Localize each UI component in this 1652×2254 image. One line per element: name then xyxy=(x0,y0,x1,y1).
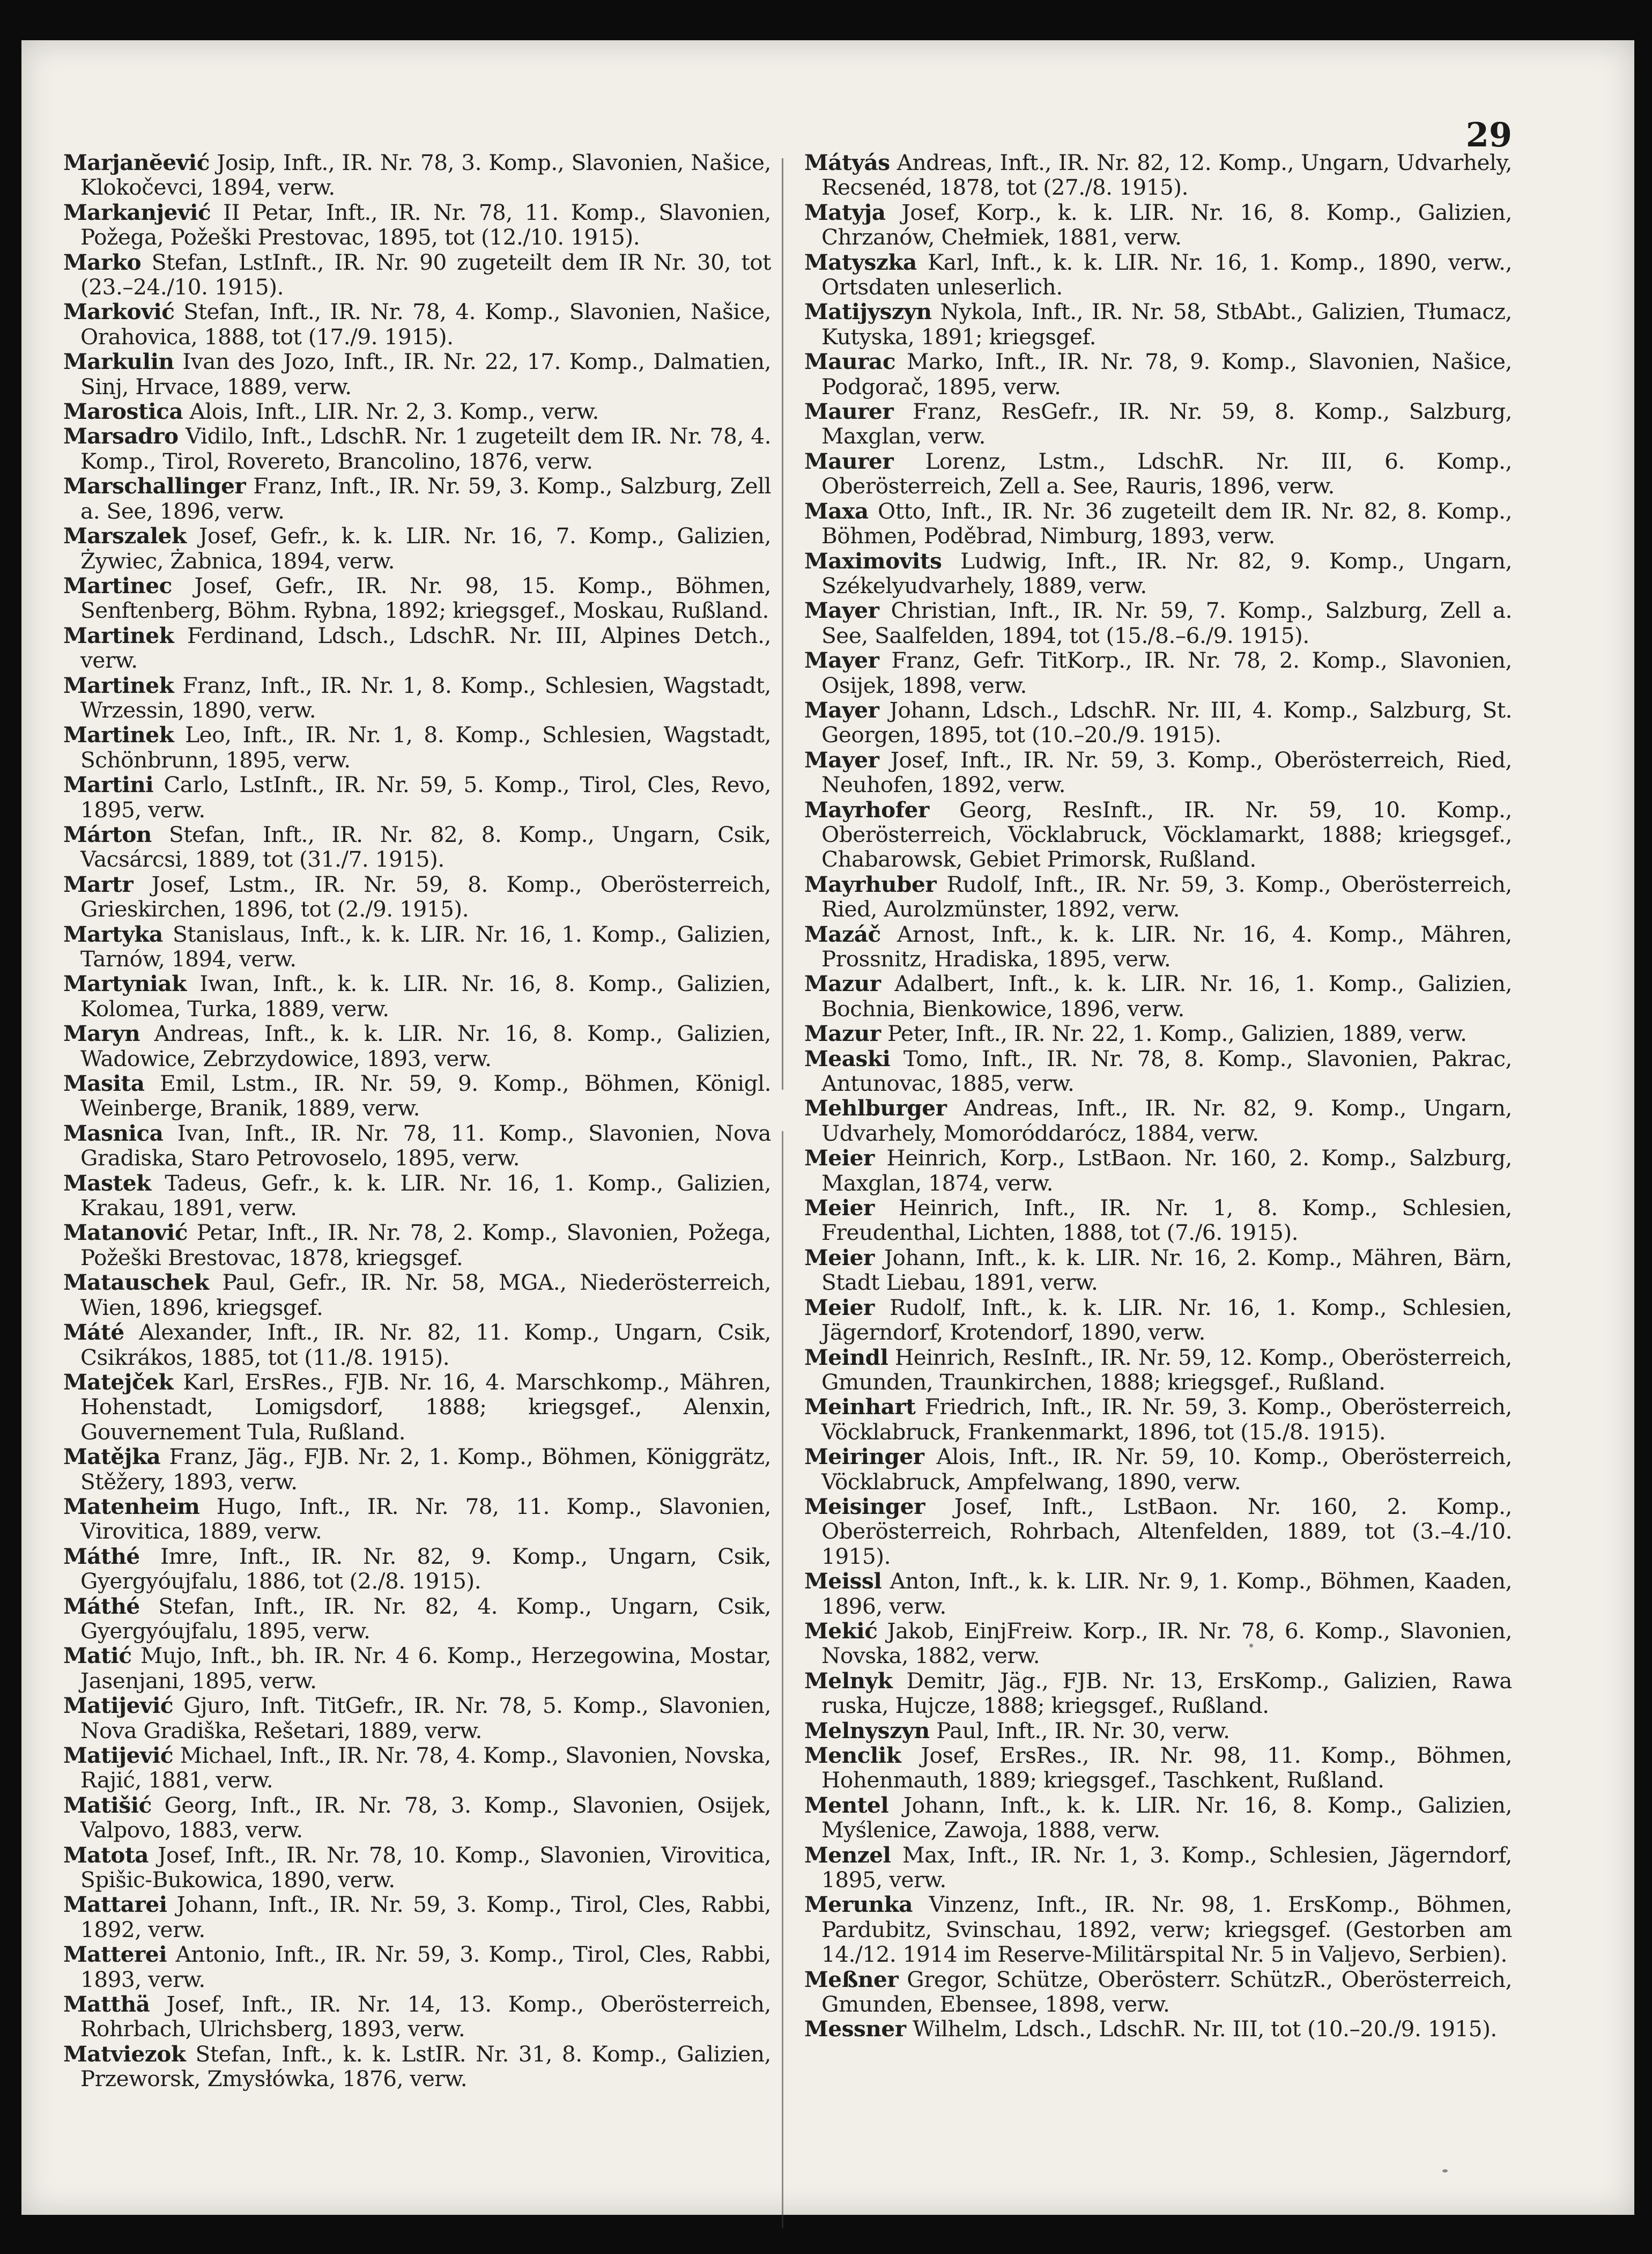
entry-details: Vinzenz, Inft., IR. Nr. 98, 1. ErsKomp., Böhmen, Pardubitz, Svinschau, 1892, verw; kriegsgef. (Gestorben am 14./12. 1914 im Reserve-Militärspital Nr. 5 in Valjevo, Serbien). xyxy=(821,1891,1512,1968)
register-entry xyxy=(63,1444,771,1494)
entry-details: Stefan, Inft., IR. Nr. 82, 8. Komp., Ungarn, Csik, Vacsárcsi, 1889, tot (31./7. 1915). xyxy=(80,821,771,873)
entry-details: Marko, Inft., IR. Nr. 78, 9. Komp., Slavonien, Našice, Podgorač, 1895, verw. xyxy=(821,349,1512,400)
entry-details: Ludwig, Inft., IR. Nr. 82, 9. Komp., Ungarn, Székelyudvarhely, 1889, verw. xyxy=(821,548,1512,598)
register-entry xyxy=(63,1071,771,1121)
register-entry xyxy=(804,698,1512,748)
entry-surname: Maxa xyxy=(804,498,869,524)
entry-details: Peter, Inft., IR. Nr. 22, 1. Komp., Galizien, 1889, verw. xyxy=(887,1021,1467,1047)
entry-details: Stanislaus, Inft., k. k. LIR. Nr. 16, 1. Komp., Galizien, Tarnów, 1894, verw. xyxy=(80,921,771,972)
register-entry xyxy=(63,1594,771,1644)
register-entry xyxy=(804,1096,1512,1146)
entry-details: Rudolf, Inft., k. k. LIR. Nr. 16, 1. Komp., Schlesien, Jägerndorf, Krotendorf, 1890, verw. xyxy=(821,1294,1512,1346)
entry-details: Georg, Inft., IR. Nr. 78, 3. Komp., Slavonien, Osijek, Valpovo, 1883, verw. xyxy=(80,1792,771,1843)
entry-details: Emil, Lstm., IR. Nr. 59, 9. Komp., Böhmen, Königl. Weinberge, Branik, 1889, verw. xyxy=(80,1070,771,1121)
entry-details: Vidilo, Inft., LdschR. Nr. 1 zugeteilt dem IR. Nr. 78, 4. Komp., Tirol, Rovereto, Brancolino, 1876, verw. xyxy=(80,423,771,474)
entry-details: Franz, Jäg., FJB. Nr. 2, 1. Komp., Böhmen, Königgrätz, Stěžery, 1893, verw. xyxy=(80,1444,771,1495)
register-entry xyxy=(63,1693,771,1743)
entry-details: Johann, Inft., IR. Nr. 59, 3. Komp., Tirol, Cles, Rabbi, 1892, verw. xyxy=(80,1891,771,1942)
entry-details: Mujo, Inft., bh. IR. Nr. 4 6. Komp., Herzegowina, Mostar, Jasenjani, 1895, verw. xyxy=(80,1643,771,1694)
right-column xyxy=(804,150,1512,2231)
entry-surname: Meisinger xyxy=(804,1493,925,1519)
entry-surname: Maurac xyxy=(804,349,896,375)
register-entry xyxy=(63,250,771,300)
entry-surname: Melnyszyn xyxy=(804,1717,930,1743)
register-entry xyxy=(63,1370,771,1444)
register-entry xyxy=(804,1394,1512,1444)
entry-details: Petar, Inft., IR. Nr. 78, 2. Komp., Slavonien, Požega, Požeški Brestovac, 1878, kriegsgef. xyxy=(80,1220,771,1270)
entry-details: Ivan des Jozo, Inft., IR. Nr. 22, 17. Komp., Dalmatien, Sinj, Hrvace, 1889, verw. xyxy=(80,349,771,400)
register-entry xyxy=(63,872,771,922)
entry-surname: Marjanĕević xyxy=(63,150,210,175)
entry-details: Franz, Gefr. TitKorp., IR. Nr. 78, 2. Komp., Slavonien, Osijek, 1898, verw. xyxy=(821,647,1512,698)
register-entry xyxy=(804,1793,1512,1843)
entry-details: Otto, Inft., IR. Nr. 36 zugeteilt dem IR. Nr. 82, 8. Komp., Böhmen, Poděbrad, Nimburg, 1893, verw. xyxy=(821,498,1512,549)
register-entry xyxy=(63,1171,771,1221)
entry-surname: Martr xyxy=(63,871,134,897)
entry-details: II Petar, Inft., IR. Nr. 78, 11. Komp., Slavonien, Požega, Požeški Prestovac, 1895, tot (12./10. 1915). xyxy=(80,199,771,250)
register-entry xyxy=(804,1619,1512,1668)
register-entry xyxy=(804,349,1512,399)
page-number: 29 xyxy=(1465,115,1512,154)
entry-details: Johann, Ldsch., LdschR. Nr. III, 4. Komp., Salzburg, St. Georgen, 1895, tot (10.–20./9. 1915). xyxy=(821,697,1512,748)
entry-surname: Mazur xyxy=(804,971,881,997)
entry-surname: Mattarei xyxy=(63,1891,167,1918)
entry-details: Antonio, Inft., IR. Nr. 59, 3. Komp., Tirol, Cles, Rabbi, 1893, verw. xyxy=(80,1941,771,1992)
entry-surname: Matviezok xyxy=(63,2041,186,2067)
entry-surname: Matenheim xyxy=(63,1493,200,1519)
register-entry xyxy=(804,1967,1512,2017)
entry-surname: Melnyk xyxy=(804,1667,893,1694)
register-entry xyxy=(63,523,771,573)
entry-details: Anton, Inft., k. k. LIR. Nr. 9, 1. Komp., Böhmen, Kaaden, 1896, verw. xyxy=(821,1568,1512,1619)
entry-details: Alois, Inft., IR. Nr. 59, 10. Komp., Oberösterreich, Vöcklabruck, Ampfelwang, 1890, verw. xyxy=(821,1444,1512,1495)
entry-details: Ferdinand, Ldsch., LdschR. Nr. III, Alpines Detch., verw. xyxy=(80,622,771,674)
register-entry xyxy=(63,200,771,250)
entry-surname: Meier xyxy=(804,1145,875,1171)
entry-surname: Martyka xyxy=(63,921,163,947)
entry-surname: Matić xyxy=(63,1643,132,1669)
entry-details: Imre, Inft., IR. Nr. 82, 9. Komp., Ungarn, Csik, Gyergyóujfalu, 1886, tot (2./8. 1915). xyxy=(80,1543,771,1594)
entry-details: Stefan, Inft., IR. Nr. 78, 4. Komp., Slavonien, Našice, Orahovica, 1888, tot (17./9. 1915). xyxy=(80,299,771,350)
entry-surname: Mekić xyxy=(804,1617,878,1644)
register-entry xyxy=(63,772,771,822)
register-entry xyxy=(63,1992,771,2042)
register-entry xyxy=(63,1843,771,1893)
entry-details: Franz, Inft., IR. Nr. 59, 3. Komp., Salzburg, Zell a. See, 1896, verw. xyxy=(80,473,771,524)
book-page xyxy=(21,40,1634,2215)
register-entry xyxy=(804,922,1512,972)
register-entry xyxy=(63,1942,771,1992)
register-entry xyxy=(804,150,1512,200)
entry-surname: Markulin xyxy=(63,349,174,375)
register-entry xyxy=(804,1743,1512,1793)
entry-surname: Martyniak xyxy=(63,971,187,997)
entry-surname: Matějka xyxy=(63,1444,161,1470)
entry-details: Josip, Inft., IR. Nr. 78, 3. Komp., Slavonien, Našice, Klokočevci, 1894, verw. xyxy=(80,150,771,201)
entry-details: Josef, ErsRes., IR. Nr. 98, 11. Komp., Böhmen, Hohenmauth, 1889; kriegsgef., Taschkent, Rußland. xyxy=(821,1742,1512,1793)
entry-details: Paul, Gefr., IR. Nr. 58, MGA., Niederösterreich, Wien, 1896, kriegsgef. xyxy=(80,1269,771,1320)
register-entry xyxy=(804,971,1512,1021)
entry-details: Nykola, Inft., IR. Nr. 58, StbAbt., Galizien, Tłumacz, Kutyska, 1891; kriegsgef. xyxy=(821,299,1512,350)
register-entry xyxy=(804,549,1512,598)
register-entry xyxy=(804,1295,1512,1345)
entry-details: Franz, ResGefr., IR. Nr. 59, 8. Komp., Salzburg, Maxglan, verw. xyxy=(821,398,1512,449)
entry-surname: Mátyás xyxy=(804,150,890,175)
left-column xyxy=(63,150,771,2231)
entry-details: Heinrich, ResInft., IR. Nr. 59, 12. Komp., Oberösterreich, Gmunden, Traunkirchen, 1888; kriegsgef., Rußland. xyxy=(821,1344,1512,1395)
entry-surname: Meiringer xyxy=(804,1444,924,1470)
entry-surname: Marostica xyxy=(63,398,183,425)
entry-details: Heinrich, Korp., LstBaon. Nr. 160, 2. Komp., Salzburg, Maxglan, 1874, verw. xyxy=(821,1145,1512,1196)
entry-surname: Maximovits xyxy=(804,548,942,574)
register-entry xyxy=(63,971,771,1021)
register-entry xyxy=(804,648,1512,698)
entry-surname: Matejček xyxy=(63,1369,174,1395)
entry-surname: Mentel xyxy=(804,1792,889,1818)
register-entry xyxy=(63,1320,771,1370)
entry-details: Max, Inft., IR. Nr. 1, 3. Komp., Schlesien, Jägerndorf, 1895, verw. xyxy=(821,1842,1512,1893)
register-entry xyxy=(804,1345,1512,1395)
entry-surname: Matijević xyxy=(63,1693,174,1719)
entry-details: Friedrich, Inft., IR. Nr. 59, 3. Komp., Oberösterreich, Vöcklabruck, Frankenmarkt, 1896, tot (15./8. 1915). xyxy=(821,1394,1512,1445)
entry-surname: Matanović xyxy=(63,1220,188,1246)
register-entry xyxy=(63,722,771,772)
entry-surname: Meßner xyxy=(804,1966,899,1992)
print-speck xyxy=(1442,2169,1448,2172)
register-entry xyxy=(63,424,771,474)
entry-surname: Máthé xyxy=(63,1593,140,1619)
register-entry xyxy=(63,573,771,623)
register-entry xyxy=(804,1494,1512,1569)
entry-surname: Maurer xyxy=(804,448,894,474)
entry-details: Stefan, Inft., k. k. LstIR. Nr. 31, 8. Komp., Galizien, Przeworsk, Zmysłówka, 1876, verw. xyxy=(80,2041,771,2092)
entry-details: Andreas, Inft., IR. Nr. 82, 12. Komp., Ungarn, Udvarhely, Recsenéd, 1878, tot (27./8. 1915). xyxy=(821,150,1512,201)
register-entry xyxy=(63,673,771,723)
entry-surname: Markanjević xyxy=(63,199,211,225)
entry-surname: Mayrhofer xyxy=(804,796,929,823)
entry-surname: Merunka xyxy=(804,1891,913,1918)
entry-details: Gjuro, Inft. TitGefr., IR. Nr. 78, 5. Komp., Slavonien, Nova Gradiška, Rešetari, 1889, verw. xyxy=(80,1693,771,1743)
entry-surname: Mayrhuber xyxy=(804,871,937,897)
entry-details: Gregor, Schütze, Oberösterr. SchützR., Oberösterreich, Gmunden, Ebensee, 1898, verw. xyxy=(821,1966,1512,2017)
register-entry xyxy=(63,299,771,349)
entry-details: Michael, Inft., IR. Nr. 78, 4. Komp., Slavonien, Novska, Rajić, 1881, verw. xyxy=(80,1742,771,1793)
entry-surname: Márton xyxy=(63,821,152,847)
entry-surname: Máté xyxy=(63,1319,124,1346)
column-divider xyxy=(782,158,783,2228)
entry-surname: Mazáč xyxy=(804,921,881,947)
register-entry xyxy=(63,1793,771,1843)
register-entry xyxy=(804,1668,1512,1718)
entry-details: Heinrich, Inft., IR. Nr. 1, 8. Komp., Schlesien, Freudenthal, Lichten, 1888, tot (7./6. 1915). xyxy=(821,1195,1512,1246)
entry-details: Josef, Inft., LstBaon. Nr. 160, 2. Komp., Oberösterreich, Rohrbach, Altenfelden, 1889, tot (3.–4./10. 1915). xyxy=(821,1493,1512,1569)
entry-surname: Matyja xyxy=(804,199,886,225)
entry-details: Josef, Inft., IR. Nr. 78, 10. Komp., Slavonien, Virovitica, Spišic-Bukowica, 1890, verw. xyxy=(80,1842,771,1893)
entry-surname: Meier xyxy=(804,1244,875,1270)
entry-details: Jakob, EinjFreiw. Korp., IR. Nr. 78, 6. Komp., Slavonien, Novska, 1882, verw. xyxy=(821,1617,1512,1669)
register-entry xyxy=(63,1544,771,1594)
entry-details: Lorenz, Lstm., LdschR. Nr. III, 6. Komp., Oberösterreich, Zell a. See, Rauris, 1896, verw. xyxy=(821,448,1512,499)
entry-details: Tadeus, Gefr., k. k. LIR. Nr. 16, 1. Komp., Galizien, Krakau, 1891, verw. xyxy=(80,1170,771,1221)
register-entry xyxy=(63,1021,771,1071)
entry-surname: Marković xyxy=(63,299,175,325)
entry-details: Josef, Gefr., k. k. LIR. Nr. 16, 7. Komp., Galizien, Żywiec, Żabnica, 1894, verw. xyxy=(80,523,771,574)
entry-surname: Menclik xyxy=(804,1742,901,1768)
entry-surname: Meier xyxy=(804,1294,875,1320)
entry-surname: Mayer xyxy=(804,647,879,674)
entry-surname: Martinek xyxy=(63,622,174,648)
register-entry xyxy=(804,399,1512,449)
register-entry xyxy=(63,1270,771,1320)
entry-surname: Matthä xyxy=(63,1991,150,2017)
register-entry xyxy=(804,748,1512,797)
entry-details: Alexander, Inft., IR. Nr. 82, 11. Komp., Ungarn, Csik, Csikrákos, 1885, tot (11./8. 1915). xyxy=(80,1319,771,1370)
entry-details: Adalbert, Inft., k. k. LIR. Nr. 16, 1. Komp., Galizien, Bochnia, Bienkowice, 1896, verw. xyxy=(821,971,1512,1022)
entry-surname: Marszalek xyxy=(63,523,187,549)
entry-surname: Maurer xyxy=(804,398,894,425)
register-entry xyxy=(804,1195,1512,1245)
entry-details: Carlo, LstInft., IR. Nr. 59, 5. Komp., Tirol, Cles, Revo, 1895, verw. xyxy=(80,772,771,823)
entry-details: Josef, Korp., k. k. LIR. Nr. 16, 8. Komp., Galizien, Chrzanów, Chełmiek, 1881, verw. xyxy=(821,199,1512,250)
register-entry xyxy=(63,1220,771,1270)
register-entry xyxy=(804,872,1512,922)
register-entry xyxy=(804,2016,1512,2041)
entry-surname: Martinek xyxy=(63,722,174,748)
register-entry xyxy=(804,1444,1512,1494)
entry-surname: Marschallinger xyxy=(63,473,246,499)
register-entry xyxy=(804,200,1512,250)
entry-surname: Matota xyxy=(63,1842,149,1868)
entry-details: Leo, Inft., IR. Nr. 1, 8. Komp., Schlesien, Wagstadt, Schönbrunn, 1895, verw. xyxy=(80,722,771,773)
entry-details: Paul, Inft., IR. Nr. 30, verw. xyxy=(936,1717,1230,1743)
entry-details: Georg, ResInft., IR. Nr. 59, 10. Komp., Oberösterreich, Vöcklabruck, Vöcklamarkt, 1888; kriegsgef., Chabarowsk, Gebiet Primorsk, Rußland. xyxy=(821,796,1512,873)
entry-surname: Marsadro xyxy=(63,423,179,449)
entry-surname: Mayer xyxy=(804,747,879,773)
register-entry xyxy=(63,922,771,972)
entry-surname: Máthé xyxy=(63,1543,140,1569)
entry-details: Franz, Inft., IR. Nr. 1, 8. Komp., Schlesien, Wagstadt, Wrzessin, 1890, verw. xyxy=(80,672,771,723)
register-entry xyxy=(63,349,771,399)
register-entry xyxy=(804,1046,1512,1096)
register-entry xyxy=(804,499,1512,549)
entry-details: Iwan, Inft., k. k. LIR. Nr. 16, 8. Komp., Galizien, Kolomea, Turka, 1889, verw. xyxy=(80,971,771,1022)
entry-surname: Meier xyxy=(804,1195,875,1221)
entry-details: Hugo, Inft., IR. Nr. 78, 11. Komp., Slavonien, Virovitica, 1889, verw. xyxy=(80,1493,771,1544)
register-entry xyxy=(804,598,1512,648)
entry-surname: Matijyszyn xyxy=(804,299,932,325)
entry-surname: Maryn xyxy=(63,1021,140,1047)
register-entry xyxy=(804,1718,1512,1743)
entry-details: Johann, Inft., k. k. LIR. Nr. 16, 8. Komp., Galizien, Myślenice, Zawoja, 1888, verw. xyxy=(821,1792,1512,1843)
register-entry xyxy=(804,449,1512,499)
register-entry xyxy=(63,399,771,424)
entry-surname: Matyszka xyxy=(804,249,917,275)
entry-surname: Masnica xyxy=(63,1120,164,1146)
register-entry xyxy=(804,1569,1512,1619)
entry-details: Karl, ErsRes., FJB. Nr. 16, 4. Marschkomp., Mähren, Hohenstadt, Lomigsdorf, 1888; kriegsgef., Alenxin, Gouvernement Tula, Rußland. xyxy=(80,1369,771,1445)
entry-details: Josef, Inft., IR. Nr. 14, 13. Komp., Oberösterreich, Rohrbach, Ulrichsberg, 1893, verw. xyxy=(80,1991,771,2042)
entry-surname: Messner xyxy=(804,2016,906,2042)
entry-details: Johann, Inft., k. k. LIR. Nr. 16, 2. Komp., Mähren, Bärn, Stadt Liebau, 1891, verw. xyxy=(821,1244,1512,1296)
entry-surname: Martinek xyxy=(63,672,174,698)
register-entry xyxy=(63,1494,771,1544)
entry-details: Rudolf, Inft., IR. Nr. 59, 3. Komp., Oberösterreich, Ried, Aurolzmünster, 1892, verw. xyxy=(821,871,1512,922)
register-entry xyxy=(804,1146,1512,1195)
entry-details: Josef, Gefr., IR. Nr. 98, 15. Komp., Böhmen, Senftenberg, Böhm. Rybna, 1892; kriegsgef., Moskau, Rußland. xyxy=(80,572,771,624)
entry-surname: Meinhart xyxy=(804,1394,916,1420)
register-entry xyxy=(63,1892,771,1942)
register-entry xyxy=(63,1643,771,1693)
entry-surname: Matterei xyxy=(63,1941,167,1968)
entry-details: Wilhelm, Ldsch., LdschR. Nr. III, tot (10.–20./9. 1915). xyxy=(913,2016,1497,2042)
entry-surname: Meindl xyxy=(804,1344,888,1370)
register-entry xyxy=(804,797,1512,872)
entry-surname: Menzel xyxy=(804,1842,891,1868)
entry-surname: Masita xyxy=(63,1070,145,1097)
register-entry xyxy=(63,1743,771,1793)
register-entry xyxy=(63,150,771,200)
entry-details: Tomo, Inft., IR. Nr. 78, 8. Komp., Slavonien, Pakrac, Antunovac, 1885, verw. xyxy=(821,1045,1512,1097)
entry-surname: Mehlburger xyxy=(804,1095,947,1121)
print-speck xyxy=(1249,1644,1253,1647)
entry-surname: Matijević xyxy=(63,1742,174,1768)
entry-surname: Martini xyxy=(63,772,154,798)
entry-surname: Marko xyxy=(63,249,142,275)
register-entry xyxy=(804,1021,1512,1046)
entry-surname: Matauschek xyxy=(63,1269,209,1296)
register-entry xyxy=(804,250,1512,300)
entry-details: Demitr, Jäg., FJB. Nr. 13, ErsKomp., Galizien, Rawa ruska, Hujcze, 1888; kriegsgef., Rußland. xyxy=(821,1667,1512,1719)
entry-surname: Mayer xyxy=(804,697,879,723)
register-entry xyxy=(63,474,771,523)
entry-details: Stefan, LstInft., IR. Nr. 90 zugeteilt dem IR Nr. 30, tot (23.–24./10. 1915). xyxy=(80,249,771,300)
register-entry xyxy=(804,1892,1512,1967)
entry-details: Ivan, Inft., IR. Nr. 78, 11. Komp., Slavonien, Nova Gradiska, Staro Petrovoselo, 1895, verw. xyxy=(80,1120,771,1171)
register-entry xyxy=(63,623,771,673)
register-entry xyxy=(804,1245,1512,1295)
register-entry xyxy=(63,2042,771,2092)
register-entry xyxy=(63,822,771,872)
entry-details: Andreas, Inft., IR. Nr. 82, 9. Komp., Ungarn, Udvarhely, Momoróddarócz, 1884, verw. xyxy=(821,1095,1512,1146)
entry-surname: Meissl xyxy=(804,1568,882,1594)
entry-surname: Measki xyxy=(804,1045,891,1071)
entry-details: Andreas, Inft., k. k. LIR. Nr. 16, 8. Komp., Galizien, Wadowice, Zebrzydowice, 1893, verw. xyxy=(80,1021,771,1071)
entry-surname: Matišić xyxy=(63,1792,152,1818)
entry-surname: Mazur xyxy=(804,1021,881,1047)
register-entry xyxy=(63,1121,771,1171)
entry-details: Stefan, Inft., IR. Nr. 82, 4. Komp., Ungarn, Csik, Gyergyóujfalu, 1895, verw. xyxy=(80,1593,771,1644)
entry-details: Josef, Inft., IR. Nr. 59, 3. Komp., Oberösterreich, Ried, Neuhofen, 1892, verw. xyxy=(821,747,1512,798)
entry-details: Karl, Inft., k. k. LIR. Nr. 16, 1. Komp., 1890, verw., Ortsdaten unleserlich. xyxy=(821,249,1512,300)
entry-details: Arnost, Inft., k. k. LIR. Nr. 16, 4. Komp., Mähren, Prossnitz, Hradiska, 1895, verw. xyxy=(821,921,1512,972)
entry-surname: Mastek xyxy=(63,1170,151,1196)
entry-details: Josef, Lstm., IR. Nr. 59, 8. Komp., Oberösterreich, Grieskirchen, 1896, tot (2./9. 1915). xyxy=(80,871,771,922)
register-entry xyxy=(804,299,1512,349)
entry-surname: Martinec xyxy=(63,572,172,598)
entry-surname: Mayer xyxy=(804,597,879,624)
entry-details: Christian, Inft., IR. Nr. 59, 7. Komp., Salzburg, Zell a. See, Saalfelden, 1894, tot (15./8.–6./9. 1915). xyxy=(821,597,1512,648)
entry-details: Alois, Inft., LIR. Nr. 2, 3. Komp., verw. xyxy=(189,398,599,425)
register-entry xyxy=(804,1843,1512,1893)
